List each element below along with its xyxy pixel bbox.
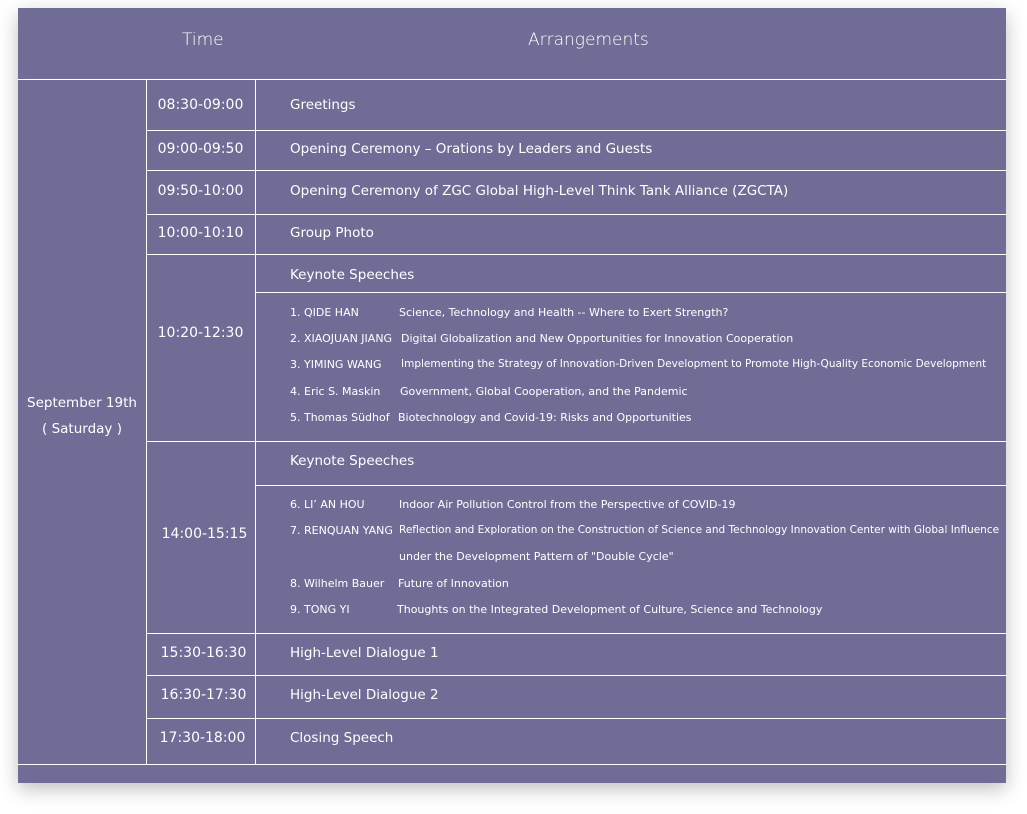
session-title: High-Level Dialogue 2	[290, 687, 439, 703]
time-cell: 10:20-12:30	[157, 325, 244, 341]
speaker-name: 3. YIMING WANG	[290, 358, 382, 371]
header-divider	[18, 79, 1006, 80]
speech-topic: Science, Technology and Health -- Where to Exert Strength?	[399, 306, 729, 319]
time-cell: 10:00-10:10	[157, 225, 244, 241]
row-divider	[146, 254, 1006, 255]
session-title: Keynote Speeches	[290, 453, 415, 469]
speech-topic: Indoor Air Pollution Control from the Perspective of COVID-19	[399, 498, 736, 511]
time-cell: 09:50-10:00	[157, 183, 244, 199]
speech-topic: Thoughts on the Integrated Development of Culture, Science and Technology	[397, 603, 823, 616]
row-divider	[146, 675, 1006, 676]
session-title: Keynote Speeches	[290, 267, 415, 283]
speaker-name: 9. TONG YI	[290, 603, 350, 616]
speaker-name: 6. LI’ AN HOU	[290, 498, 365, 511]
speaker-name: 5. Thomas Südhof	[290, 411, 390, 424]
speaker-name: 2. XIAOJUAN JIANG	[290, 332, 393, 345]
speaker-name: 4. Eric S. Maskin	[290, 385, 381, 398]
speech-topic: Digital Globalization and New Opportunities for Innovation Cooperation	[401, 332, 794, 345]
speech-topic: Government, Global Cooperation, and the Pandemic	[400, 385, 688, 398]
row-divider	[146, 170, 1006, 171]
speech-topic: Biotechnology and Covid-19: Risks and Opportunities	[398, 411, 692, 424]
session-title: Group Photo	[290, 225, 374, 241]
session-title: High-Level Dialogue 1	[290, 645, 439, 661]
time-cell: 16:30-17:30	[160, 687, 247, 703]
speech-topic: Reflection and Exploration on the Construction of Science and Technology Innovation Center with Global Influence	[399, 524, 1000, 536]
speech-topic: Implementing the Strategy of Innovation-Driven Development to Promote High-Quality Economic Development	[401, 358, 987, 370]
time-cell: 08:30-09:00	[157, 97, 244, 113]
session-title: Opening Ceremony – Orations by Leaders and Guests	[290, 141, 653, 157]
time-cell: 14:00-15:15	[161, 526, 248, 542]
arrangements-column-header: Arrangements	[528, 30, 649, 50]
row-divider	[146, 214, 1006, 215]
time-column-header: Time	[182, 30, 224, 50]
time-cell: 09:00-09:50	[157, 141, 244, 157]
date-cell	[18, 390, 146, 442]
row-divider	[255, 485, 1006, 486]
row-divider	[146, 130, 1006, 131]
time-column-divider	[255, 79, 256, 765]
row-divider	[146, 441, 1006, 442]
row-divider	[146, 718, 1006, 719]
speech-topic-continued: under the Development Pattern of "Double Cycle"	[399, 550, 674, 563]
speech-topic: Future of Innovation	[398, 577, 509, 590]
session-title: Greetings	[290, 97, 356, 113]
speaker-name: 8. Wilhelm Bauer	[290, 577, 385, 590]
row-divider	[146, 633, 1006, 634]
date-day: September 19th	[27, 395, 137, 411]
time-cell: 15:30-16:30	[160, 645, 247, 661]
date-weekday: ( Saturday )	[42, 421, 122, 437]
table-bottom-divider	[18, 764, 1006, 765]
time-cell: 17:30-18:00	[159, 730, 246, 746]
date-column-divider	[146, 79, 147, 765]
session-title: Opening Ceremony of ZGC Global High-Level Think Tank Alliance (ZGCTA)	[290, 183, 789, 199]
row-divider	[255, 292, 1006, 293]
agenda-table	[18, 8, 1006, 783]
session-title: Closing Speech	[290, 730, 394, 746]
speaker-name: 7. RENQUAN YANG	[290, 524, 393, 537]
speaker-name: 1. QIDE HAN	[290, 306, 359, 319]
